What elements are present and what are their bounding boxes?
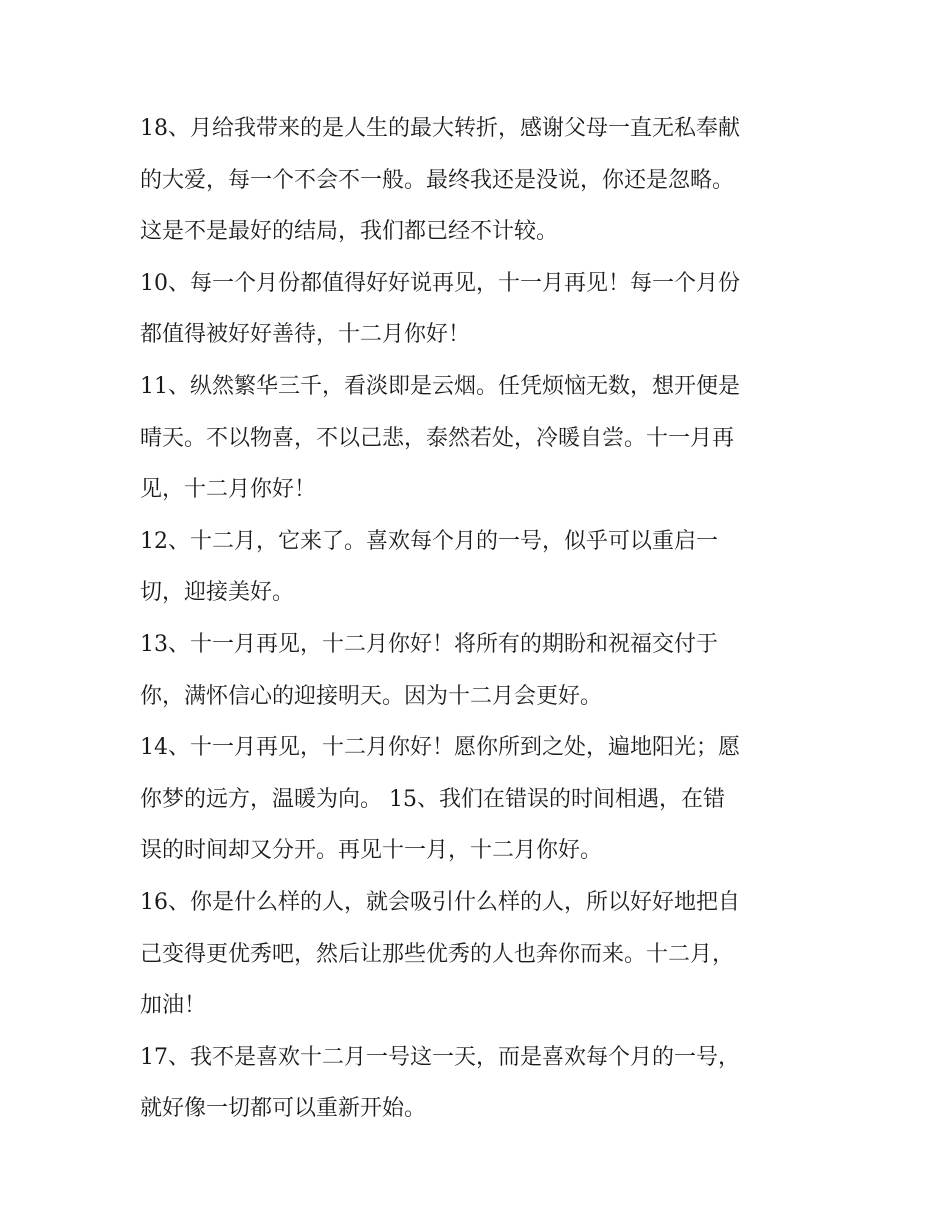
text-line-3: 这是不是最好的结局，我们都已经不计较。 (140, 219, 559, 245)
text-line-6: 11、纵然繁华三千，看淡即是云烟。任凭烦恼无数，想开便是 (140, 373, 740, 399)
text-line-14: 你梦的远方，温暖为向。 15、我们在错误的时间相遇，在错 (140, 786, 725, 812)
text-line-12: 你，满怀信心的迎接明天。因为十二月会更好。 (140, 683, 603, 709)
text-line-19: 17、我不是喜欢十二月一号这一天，而是喜欢每个月的一号， (140, 1044, 740, 1070)
text-line-8: 见，十二月你好！ (140, 477, 317, 503)
text-line-17: 己变得更优秀吧，然后让那些优秀的人也奔你而来。十二月， (140, 941, 735, 967)
text-line-20: 就好像一切都可以重新开始。 (140, 1096, 427, 1122)
text-line-13: 14、十一月再见，十二月你好！愿你所到之处，遍地阳光；愿 (140, 735, 740, 761)
text-line-16: 16、你是什么样的人，就会吸引什么样的人，所以好好地把自 (140, 889, 740, 915)
text-line-9: 12、十二月，它来了。喜欢每个月的一号，似乎可以重启一 (140, 528, 718, 554)
text-line-7: 晴天。不以物喜，不以己悲，泰然若处，冷暖自尝。十一月再 (140, 425, 735, 451)
text-line-15: 误的时间却又分开。再见十一月，十二月你好。 (140, 838, 603, 864)
text-line-18: 加油！ (140, 993, 207, 1019)
text-line-10: 切，迎接美好。 (140, 580, 295, 606)
document-body (140, 103, 820, 1135)
text-line-11: 13、十一月再见，十二月你好！将所有的期盼和祝福交付于 (140, 631, 718, 657)
text-line-1: 18、月给我带来的是人生的最大转折，感谢父母一直无私奉献 (140, 116, 740, 141)
text-line-5: 都值得被好好善待，十二月你好！ (140, 322, 471, 348)
text-line-2: 的大爱，每一个不会不一般。最终我还是没说，你还是忽略。 (140, 167, 735, 193)
text-line-4: 10、每一个月份都值得好好说再见，十一月再见！每一个月份 (140, 270, 740, 296)
